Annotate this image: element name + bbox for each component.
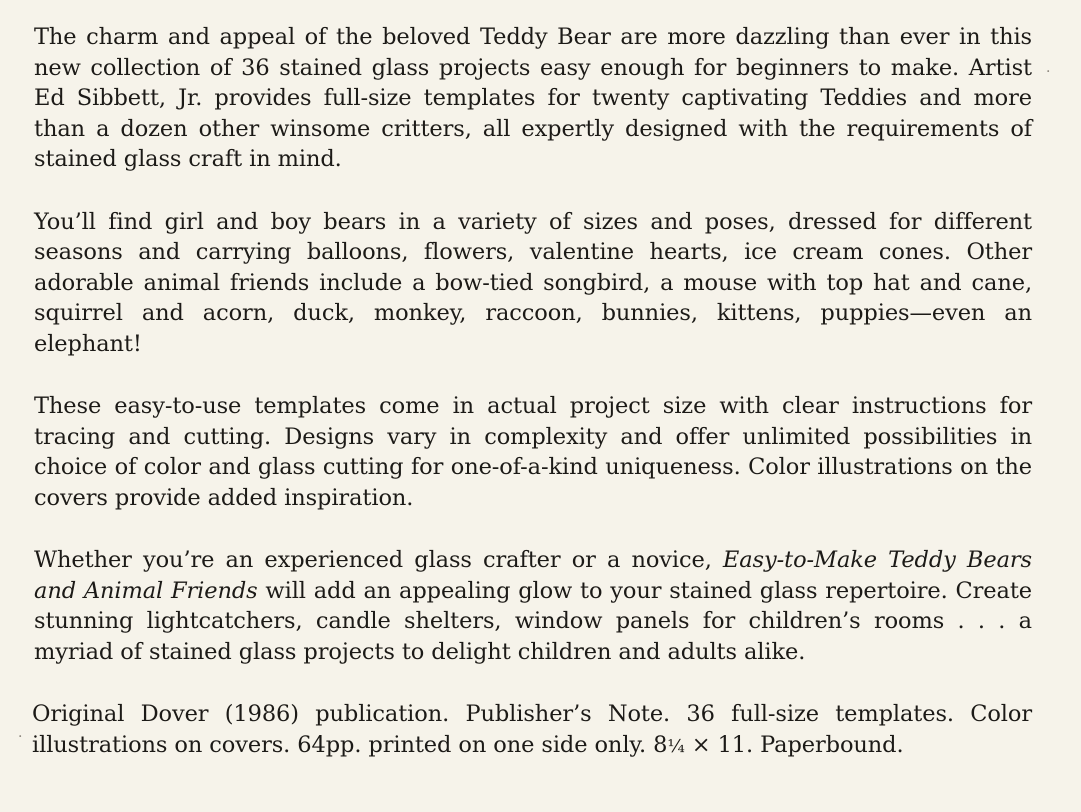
paragraph-appeal xyxy=(34,545,1032,667)
size-fraction: ¼ xyxy=(667,735,685,757)
specs-end: × 11. Paperbound. xyxy=(684,731,904,758)
publisher-description xyxy=(34,22,1032,762)
specs-text: Original Dover (1986) publication. Publisher’s Note. 36 full-size templates. Color illustrations on covers. 64pp. printed on one side only. 8 xyxy=(32,701,1032,758)
print-mark: · xyxy=(18,729,23,745)
paragraph-intro: The charm and appeal of the beloved Teddy Bear are more dazzling than ever in this new collection of 36 stained glass projects easy enough for beginners to make. Artist Ed Sibbett, Jr. provides full-size templates for twenty captivating Teddies and more than a dozen other winsome critters, all expertly designed with the requirements of stained glass craft in mind. xyxy=(34,24,1032,172)
book-title: Easy-to-Make Teddy Bears and Animal Friends xyxy=(34,547,1032,604)
print-mark: · xyxy=(1046,64,1051,80)
paragraph-bears: You’ll find girl and boy bears in a variety of sizes and poses, dressed for different seasons and carrying balloons, flowers, valentine hearts, ice cream cones. Other adorable animal friends include a bow-tied songbird, a mouse with top hat and cane, squirrel and acorn, duck, monkey, raccoon, bunnies, kittens, puppies—even an elephant! xyxy=(34,208,1032,357)
paragraph-appeal-lead: Whether you’re an experienced glass crafter or a novice, xyxy=(34,547,723,573)
paragraph-specs xyxy=(32,699,1032,762)
paragraph-templates: These easy-to-use templates come in actual project size with clear instructions for tracing and cutting. Designs vary in complexity and offer unlimited possibilities in choice of color and glass cutting for one-of-a-kind uniqueness. Color illustrations on the covers provide added inspiration. xyxy=(34,393,1032,511)
paragraph-appeal-rest: will add an appealing glow to your stained glass repertoire. Create stunning lightcatchers, candle shelters, window panels for children’s rooms . . . a myriad of stained glass projects to delight children and adults alike. xyxy=(34,577,1032,665)
